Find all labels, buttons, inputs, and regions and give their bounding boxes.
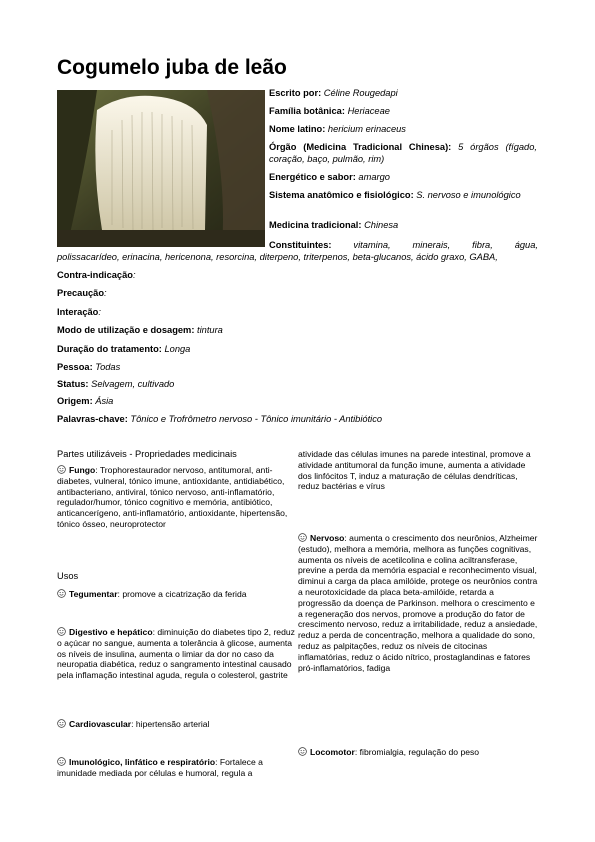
detail-palavras: Palavras-chave: Tônico e Trofrômetro nervoso - Tônico imunitário - Antibiótico [57,414,383,424]
detail-duracao: Duração do tratamento: Longa [57,344,191,354]
smiley-icon [57,719,66,728]
use-nervoso: Nervoso: aumenta o crescimento dos neurônios, Alzheimer (estudo), melhora a memória, melhora as funções cognitivas, aumenta os níveis de acetilcolina e colina aciltransferase, previne a perda da memória espacial e reconhecimento visual, diminui a carga da placa amilóide, protege os neurônios contra a neurotoxicidade da placa beta-amilóide, retarda a progressão da doença de Parkinson. melhora o crescimento e a regeneração dos nervos, promove a produção do fator de crescimento nervoso, reduz a irritabilidade, reduz a ansiedade, reduz a perda de concentração, melhora a qualidade do sono, reduz as palpitações, reduz os níveis de citocinas inflamatórias, reduz o ácido nítrico, prostaglandinas e fatores pró-inflamatórios, fadiga [298,533,538,673]
meta-family: Família botânica: Heriaceae [269,106,390,116]
meta-author: Escrito por: Céline Rougedapi [269,88,398,98]
meta-tradition: Medicina tradicional: Chinesa [269,220,399,230]
use-tegumentar: Tegumentar: promove a cicatrização da ferida [57,589,295,600]
author-label: Escrito por [269,88,319,98]
parts-heading: Partes utilizáveis - Propriedades medicinais [57,449,237,459]
meta-latin-name: Nome latino: hericium erinaceus [269,124,406,134]
use-imuno: Imunológico, linfático e respiratório: Fortalece a imunidade mediada por células e humoral, regula a [57,757,263,778]
author-value: Céline Rougedapi [323,88,398,98]
detail-modo: Modo de utilização e dosagem: tintura [57,325,223,335]
detail-status: Status: Selvagem, cultivado [57,379,175,389]
smiley-icon [57,465,66,474]
detail-contra: Contra-indicação: [57,270,136,280]
smiley-icon [298,533,307,542]
smiley-icon [57,627,66,636]
meta-organ: Órgão (Medicina Tradicional Chinesa): 5 órgãos (fígado, coração, baço, pulmão, rim) [269,142,537,164]
use-digestivo: Digestivo e hepático: diminuição do diabetes tipo 2, reduz o açúcar no sangue, aumenta a tolerância à glicose, aumenta os níveis de insulina, aumenta o limiar da dor no caso da neuropatia diabética, reduz o sangramento intestinal causado pela inflamação intestinal aguda, regula o colesterol, gastrite [57,627,295,681]
detail-interacao: Interação: [57,307,101,317]
meta-energetic: Energético e sabor: amargo [269,172,390,182]
smiley-icon [57,757,66,766]
uses-heading: Usos [57,571,79,581]
detail-pessoa: Pessoa: Todas [57,362,121,372]
meta-constituents: Constituintes: vitamina, minerais, fibra, água, polissacarídeo, erinacina, hericenona, resorcina, diterpeno, triterpenos, beta-glucanos, ácido graxo, GABA, [57,240,538,262]
imuno-continuation: atividade das células imunes na parede intestinal, promove a atividade antitumoral da função imune, aumenta a atividade dos linfócitos T, induz a maturação de células dendríticas, reduz bactérias e vírus [298,449,531,492]
meta-system: Sistema anatômico e fisiológico: S. nervoso e imunológico [269,190,521,200]
use-locomotor: Locomotor: fibromialgia, regulação do peso [298,747,538,758]
detail-origem: Origem: Ásia [57,396,114,406]
smiley-icon [57,589,66,598]
smiley-icon [298,747,307,756]
use-cardio: Cardiovascular: hipertensão arterial [57,719,295,730]
fungo-block: Fungo: Trophorestaurador nervoso, antitumoral, anti-diabetes, vulneral, tónico imune, antioxidante, antidiabético, antibacteriano, antiviral, tónico nervoso, anti-inflamatório, regulador/humor, tónico cognitivo e memória, antibiótico, anticancerígeno, anti-inflamatório, antioxidante, hipertensão, tónico ósseo, neuroprotector [57,465,288,529]
detail-precaucao: Precaução: [57,288,107,298]
mushroom-photo [57,90,265,247]
page-title: Cogumelo juba de leão [57,56,287,79]
